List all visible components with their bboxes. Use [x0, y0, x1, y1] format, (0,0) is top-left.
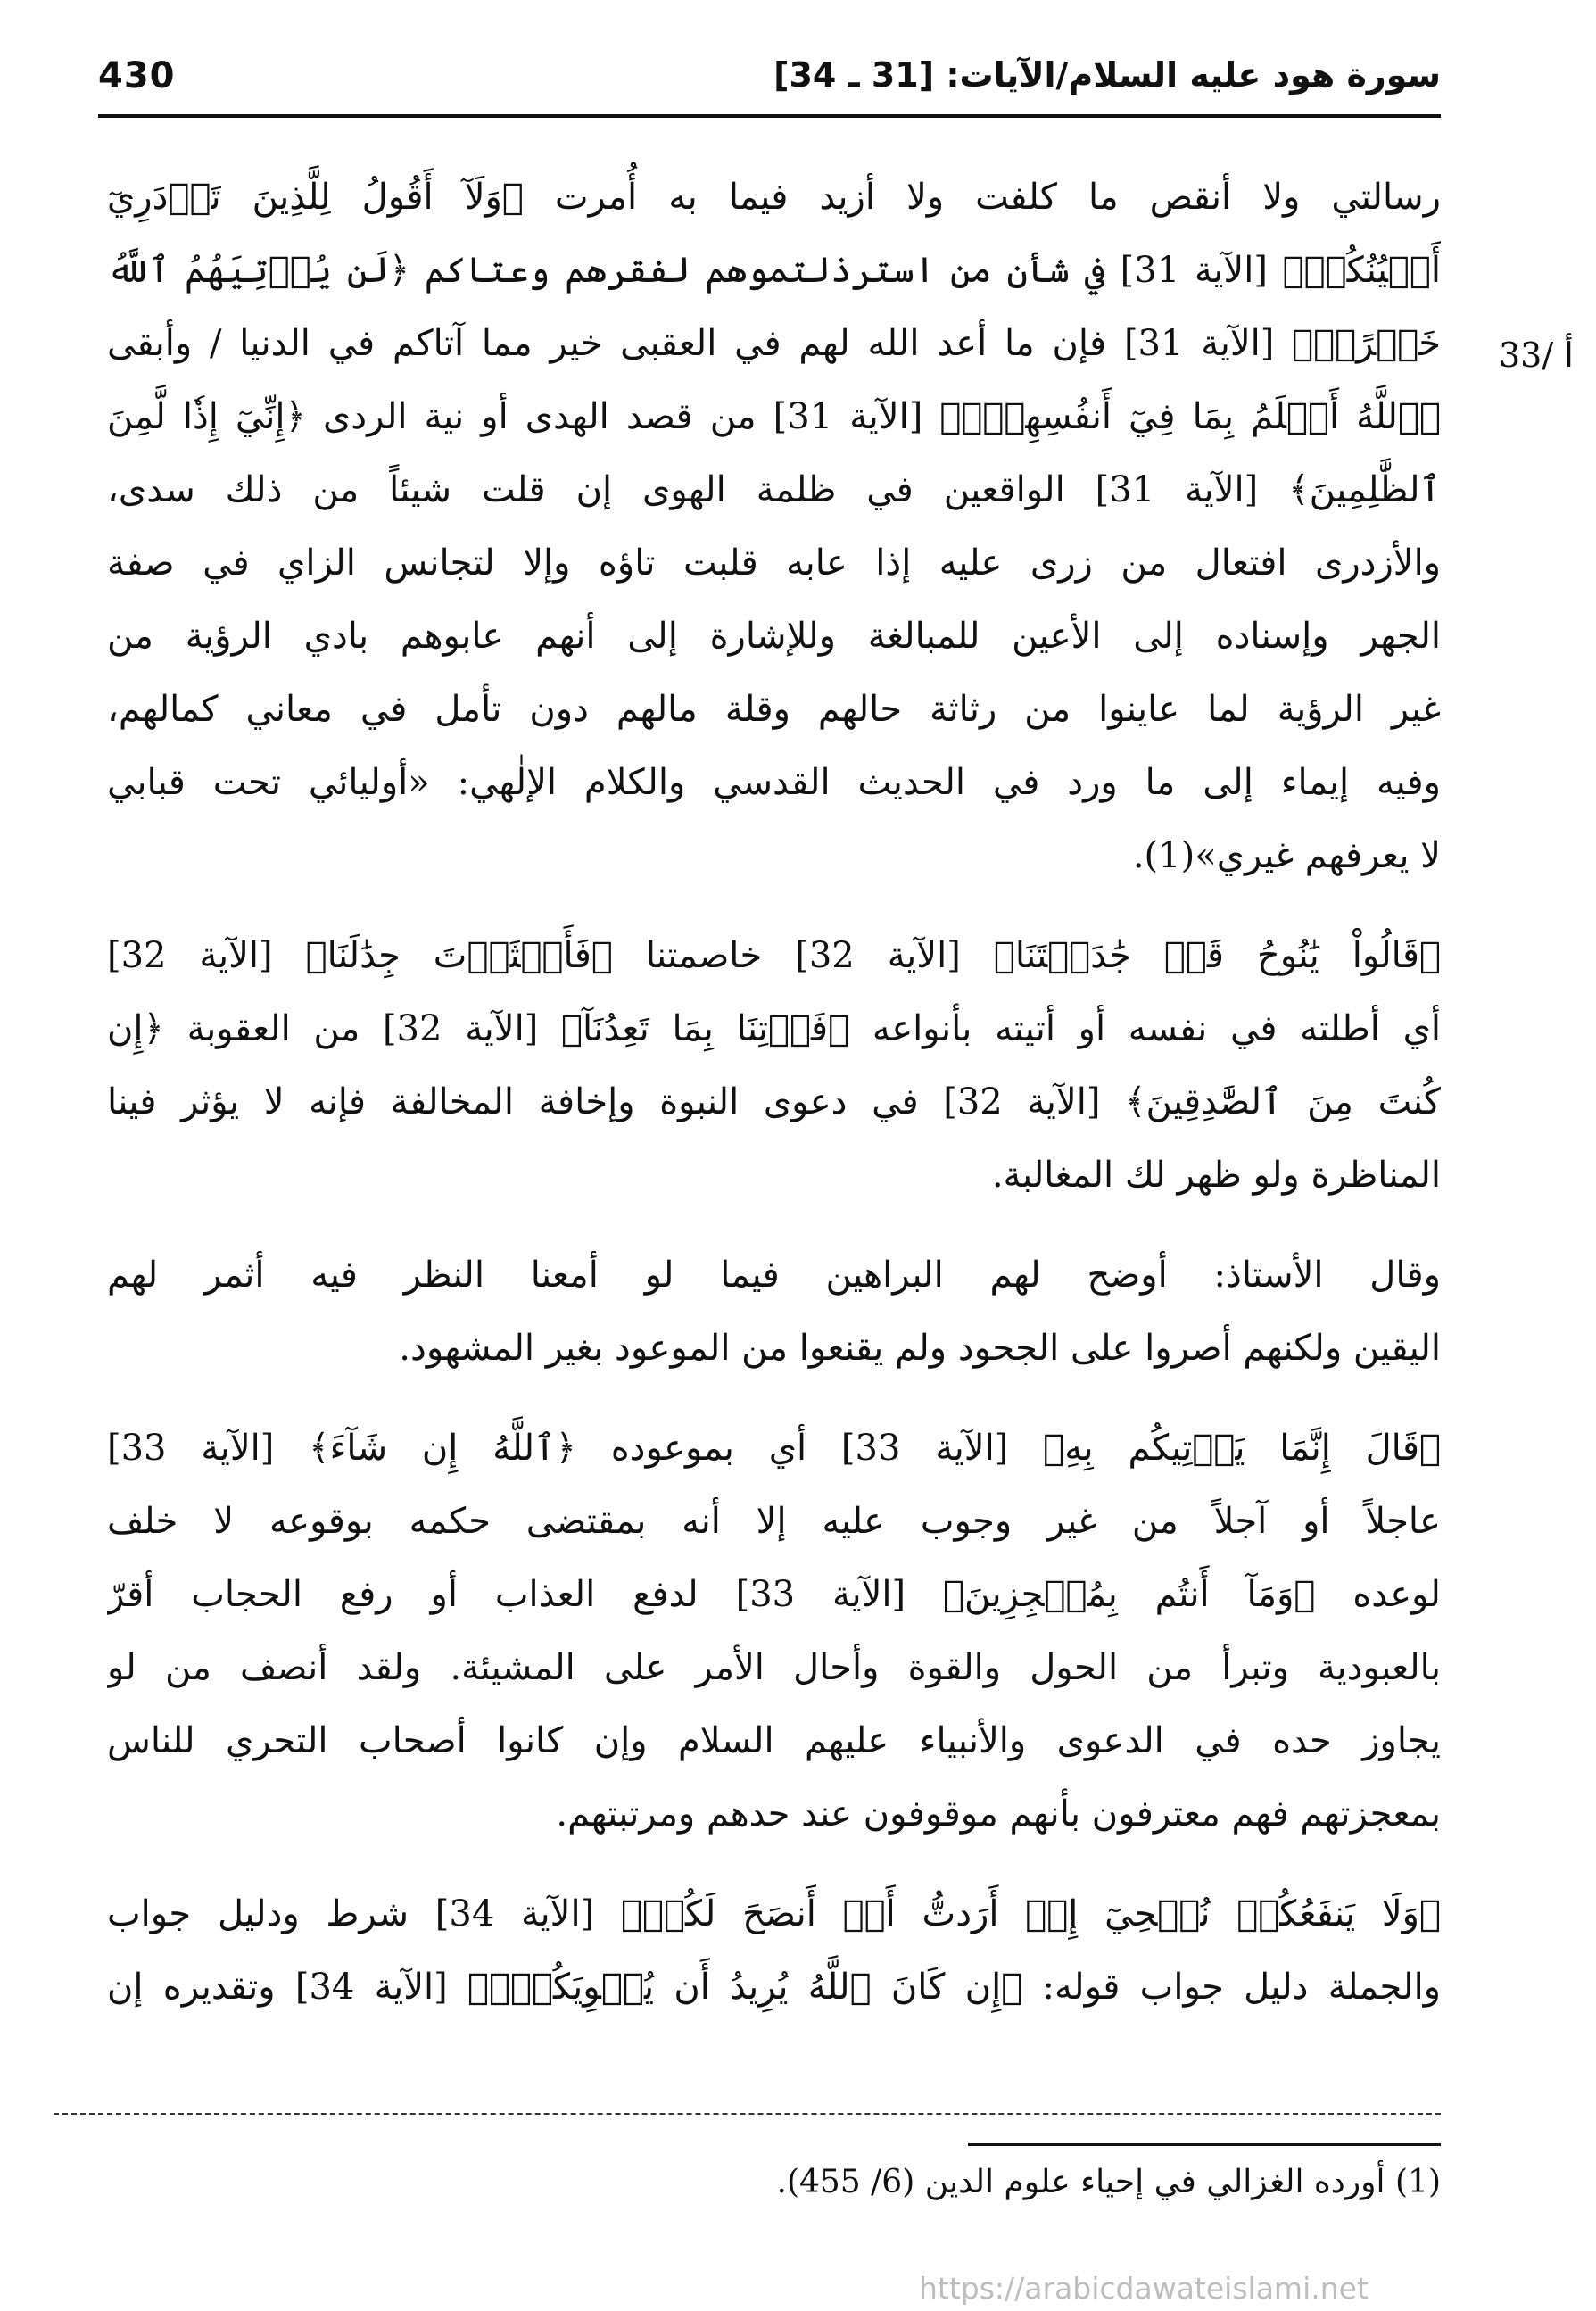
- text-line: أَعۡيُنُكُمۡ﴾ [الآية 31] في شأن من استرذلتموهم لفقرهم وعتاكم ﴿لَن يُؤۡتِيَهُمُ ٱللَّهُ: [107, 250, 1441, 291]
- text-line: خَيۡرًاۖ﴾ [الآية 31] فإن ما أعد الله لهم في العقبى خير مما آتاكم في الدنيا / وأبقى: [107, 323, 1441, 364]
- paragraph-4: [107, 1412, 1441, 1851]
- page-header: [98, 55, 1441, 109]
- text-line: ﴿قَالُواْ يَٰنُوحُ قَدۡ جَٰدَلۡتَنَا﴾ [الآية 32] خاصمتنا ﴿فَأَكۡثَرۡتَ جِدَٰلَنَا﴾ [الآية 32]: [107, 935, 1441, 976]
- text-line: والجملة دليل جواب قوله: ﴿إِن كَانَ ٱللَّهُ يُرِيدُ أَن يُغۡوِيَكُمۡۚ﴾ [الآية 34] وتقديره إن: [107, 1967, 1441, 2008]
- text-line: لوعده ﴿وَمَآ أَنتُم بِمُعۡجِزِينَ﴾ [الآية 33] لدفع العذاب أو رفع الحجاب أقرّ: [107, 1574, 1441, 1615]
- text-line: الجهر وإسناده إلى الأعين للمبالغة وللإشارة إلى أنهم عابوهم بادي الرؤية من: [107, 616, 1441, 657]
- text-line: عاجلاً أو آجلاً من غير وجوب عليه إلا أنه بمقتضى حكمه بوقوعه لا خلف: [107, 1501, 1441, 1542]
- text-line: كُنتَ مِنَ ٱلصَّٰدِقِينَ﴾ [الآية 32] في دعوى النبوة وإخافة المخالفة فإنه لا يؤثر فينا: [107, 1081, 1441, 1122]
- paragraph-5: [107, 1877, 1441, 2024]
- text-line: رسالتي ولا أنقص ما كلفت ولا أزيد فيما به أُمرت ﴿وَلَآ أَقُولُ لِلَّذِينَ تَزۡدَرِيٓ: [107, 177, 1441, 218]
- text-line: يجاوز حده في الدعوى والأنبياء عليهم السلام وإن كانوا أصحاب التحري للناس: [107, 1720, 1441, 1761]
- text-line: غير الرؤية لما عاينوا من رثاثة حالهم وقلة مالهم دون تأمل في معاني كمالهم،: [107, 689, 1441, 730]
- text-line: ﴿وَلَا يَنفَعُكُمۡ نُصۡحِيٓ إِنۡ أَرَدتُّ أَنۡ أَنصَحَ لَكُمۡ﴾ [الآية 34] شرط ودليل جواب: [107, 1893, 1441, 1934]
- text-line: وفيه إيماء إلى ما ورد في الحديث القدسي والكلام الإلٰهي: «أوليائي تحت قبابي: [107, 762, 1441, 803]
- running-title: سورة هود عليه السلام/الآيات: [31 ـ 34]: [773, 55, 1441, 95]
- text-line: أي أطلته في نفسه أو أتيته بأنواعه ﴿فَأۡتِنَا بِمَا تَعِدُنَآ﴾ [الآية 32] من العقوبة ﴿إِن: [107, 1008, 1441, 1049]
- footnote: (1) أورده الغزالي في إحياء علوم الدين (6/ 455).: [776, 2164, 1441, 2200]
- text-line: لا يعرفهم غيري»(1).: [1132, 835, 1441, 876]
- text-line: ٱلظَّٰلِمِينَ﴾ [الآية 31] الواقعين في ظلمة الهوى إن قلت شيئاً من ذلك سدى،: [107, 469, 1441, 510]
- text-line: بالعبودية وتبرأ من الحول والقوة وأحال الأمر على المشيئة. ولقد أنصف من لو: [107, 1647, 1441, 1688]
- text-underline-rule: [54, 2113, 1441, 2115]
- footnote-separator: [968, 2143, 1441, 2146]
- text-line: اليقين ولكنهم أصروا على الجحود ولم يقنعوا من الموعود بغير المشهود.: [399, 1328, 1441, 1369]
- text-line: والأزدرى افتعال من زرى عليه إذا عابه قلبت تاؤه وإلا لتجانس الزاي في صفة: [107, 543, 1441, 584]
- text-line: ﴿ٱللَّهُ أَعۡلَمُ بِمَا فِيٓ أَنفُسِهِمۡۖ﴾ [الآية 31] من قصد الهدى أو نية الردى ﴿إِنِّيٓ إِذٗا لَّمِنَ: [107, 396, 1441, 437]
- watermark-url: https://arabicdawateislami.net: [919, 2271, 1369, 2306]
- paragraph-2: [107, 919, 1441, 1212]
- page-number: 430: [98, 55, 176, 96]
- margin-folio-note: 33/ أ: [1499, 335, 1574, 375]
- text-line: ﴿قَالَ إِنَّمَا يَأۡتِيكُم بِهِ﴾ [الآية 33] أي بموعوده ﴿ٱللَّهُ إِن شَآءَ﴾ [الآية 33]: [107, 1428, 1441, 1469]
- paragraph-3: [107, 1238, 1441, 1385]
- paragraph-1: [107, 161, 1441, 892]
- main-text: [107, 161, 1441, 2024]
- text-line: وقال الأستاذ: أوضح لهم البراهين فيما لو أمعنا النظر فيه أثمر لهم: [107, 1255, 1441, 1296]
- text-line: المناظرة ولو ظهر لك المغالبة.: [991, 1155, 1441, 1196]
- header-rule: [98, 114, 1441, 118]
- text-line: بمعجزتهم فهم معترفون بأنهم موقوفون عند حدهم ومرتبتهم.: [556, 1793, 1441, 1835]
